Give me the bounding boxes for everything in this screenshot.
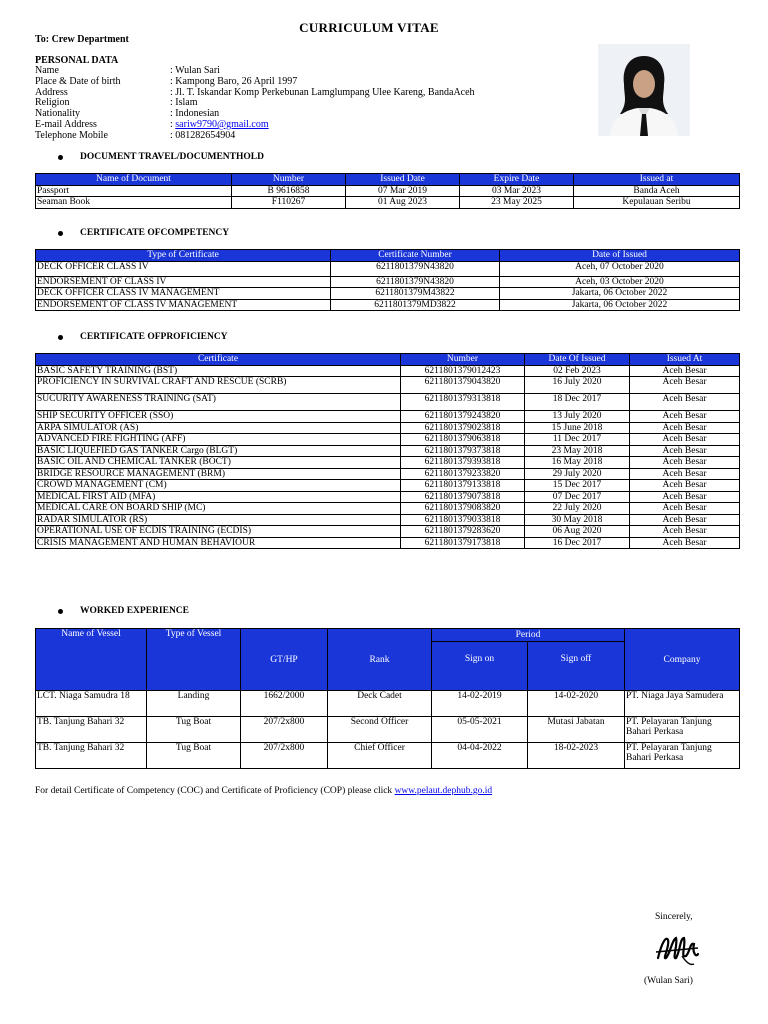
bullet-icon (58, 335, 63, 340)
table-header: Type of Certificate (36, 250, 331, 262)
table-cell: DECK OFFICER CLASS IV MANAGEMENT (36, 288, 331, 300)
table-cell: Aceh, 07 October 2020 (500, 261, 740, 276)
table-cell: 03 Mar 2023 (460, 185, 574, 197)
table-cell: 1662/2000 (241, 691, 328, 717)
experience-heading (58, 606, 189, 616)
table-cell: BRIDGE RESOURCE MANAGEMENT (BRM) (36, 468, 401, 480)
table-row (36, 365, 740, 377)
table-cell: Deck Cadet (328, 691, 432, 717)
personal-data (35, 66, 475, 142)
table-cell: SHIP SECURITY OFFICER (SSO) (36, 411, 401, 423)
table-cell: 16 May 2018 (525, 457, 630, 469)
table-row (36, 299, 740, 311)
table-cell: Passport (36, 185, 232, 197)
table-cell: 18-02-2023 (528, 743, 625, 769)
table-cell: 6211801379393818 (401, 457, 525, 469)
table-row (36, 411, 740, 423)
table-row (36, 276, 740, 288)
table-cell: MEDICAL FIRST AID (MFA) (36, 491, 401, 503)
pelaut-link[interactable]: www.pelaut.dephub.go.id (394, 786, 493, 796)
table-cell: Aceh Besar (630, 537, 740, 549)
table-cell: 18 Dec 2017 (525, 394, 630, 411)
table-cell: 04-04-2022 (432, 743, 528, 769)
table-cell: Aceh Besar (630, 365, 740, 377)
table-row (36, 526, 740, 538)
bullet-icon (58, 231, 63, 236)
table-cell: RADAR SIMULATOR (RS) (36, 514, 401, 526)
personal-row-address (35, 88, 475, 99)
table-cell: CROWD MANAGEMENT (CM) (36, 480, 401, 492)
coc-table (35, 249, 740, 311)
personal-label: Religion (35, 97, 70, 109)
table-cell: 207/2x800 (241, 717, 328, 743)
table-row (36, 691, 740, 717)
table-cell: Jakarta, 06 October 2022 (500, 299, 740, 311)
experience-table (35, 628, 740, 769)
coc-heading-text: CERTIFICATE OFCOMPETENCY (80, 228, 230, 238)
table-row (36, 185, 740, 197)
page-title: CURRICULUM VITAE (299, 20, 439, 35)
table-cell: 05-05-2021 (432, 717, 528, 743)
table-cell: 6211801379083820 (401, 503, 525, 515)
table-cell: 15 June 2018 (525, 422, 630, 434)
table-header-row (36, 354, 740, 366)
table-cell: 6211801379N43820 (331, 261, 500, 276)
detail-note (35, 786, 492, 796)
bullet-icon (58, 155, 63, 160)
table-cell: Kepulauan Seribu (574, 197, 740, 209)
personal-value: : Jl. T. Iskandar Komp Perkebunan Lamglumpang Ulee Kareng, BandaAceh (170, 86, 475, 98)
table-cell: 14-02-2020 (528, 691, 625, 717)
table-cell: Chief Officer (328, 743, 432, 769)
table-cell: PROFICIENCY IN SURVIVAL CRAFT AND RESCUE (SCRB) (36, 377, 401, 394)
table-header: Company (625, 629, 740, 691)
table-header-row (36, 629, 740, 642)
table-cell: 6211801379233820 (401, 468, 525, 480)
table-cell: Aceh Besar (630, 445, 740, 457)
table-cell: 6211801379M43822 (331, 288, 500, 300)
experience-heading-text: WORKED EXPERIENCE (80, 606, 189, 616)
table-cell: 6211801379N43820 (331, 276, 500, 288)
personal-value: : Wulan Sari (170, 65, 220, 76)
table-row (36, 422, 740, 434)
table-header: Issued Date (346, 174, 460, 186)
table-cell: 6211801379063818 (401, 434, 525, 446)
signer-name: (Wulan Sari) (644, 976, 693, 986)
table-cell: Aceh Besar (630, 480, 740, 492)
personal-label: Nationality (35, 108, 80, 120)
documents-heading-text: DOCUMENT TRAVEL/DOCUMENTHOLD (80, 152, 264, 162)
table-cell: ENDORSEMENT OF CLASS IV (36, 276, 331, 288)
table-row (36, 394, 740, 411)
table-cell: 6211801379MD3822 (331, 299, 500, 311)
table-header: Issued at (574, 174, 740, 186)
table-cell: Aceh Besar (630, 434, 740, 446)
table-cell: 16 Dec 2017 (525, 537, 630, 549)
table-cell: Tug Boat (147, 743, 241, 769)
email-link[interactable]: sariw9790@gmail.com (175, 118, 269, 130)
personal-value: : Islam (170, 97, 198, 109)
table-cell: 07 Dec 2017 (525, 491, 630, 503)
cop-heading-text: CERTIFICATE OFPROFICIENCY (80, 332, 228, 342)
table-header: Sign off (528, 642, 625, 691)
table-cell: BASIC OIL AND CHEMICAL TANKER (BOCT) (36, 457, 401, 469)
table-header: Name of Document (36, 174, 232, 186)
table-cell: MEDICAL CARE ON BOARD SHIP (MC) (36, 503, 401, 515)
personal-row-phone (35, 131, 475, 142)
personal-row-birth (35, 77, 475, 88)
table-header: Date Of Issued (525, 354, 630, 366)
experience-table-body (36, 691, 740, 769)
table-cell: Aceh Besar (630, 491, 740, 503)
table-cell: OPERATIONAL USE OF ECDIS TRAINING (ECDIS) (36, 526, 401, 538)
table-header: Number (401, 354, 525, 366)
table-header-row (36, 174, 740, 186)
table-header: GT/HP (241, 629, 328, 691)
table-row (36, 514, 740, 526)
table-row (36, 445, 740, 457)
table-cell: 6211801379283620 (401, 526, 525, 538)
personal-label: Place & Date of birth (35, 75, 121, 87)
table-cell: Aceh Besar (630, 457, 740, 469)
table-cell: Mutasi Jabatan (528, 717, 625, 743)
table-cell: 11 Dec 2017 (525, 434, 630, 446)
table-cell: 23 May 2025 (460, 197, 574, 209)
table-header: Sign on (432, 642, 528, 691)
table-cell: 16 July 2020 (525, 377, 630, 394)
table-cell: PT. Pelayaran Tanjung Bahari Perkasa (625, 743, 740, 769)
table-cell: B 9616858 (232, 185, 346, 197)
table-cell: 02 Feb 2023 (525, 365, 630, 377)
table-cell: PT. Niaga Jaya Samudera (625, 691, 740, 717)
table-cell: 6211801379313818 (401, 394, 525, 411)
table-header: Period (432, 629, 625, 642)
table-cell: Tug Boat (147, 717, 241, 743)
table-cell: LCT. Niaga Samudra 18 (36, 691, 147, 717)
table-cell: BASIC LIQUEFIED GAS TANKER Cargo (BLGT) (36, 445, 401, 457)
detail-note-text: For detail Certificate of Competency (COC) and Certificate of Proficiency (COP) please click (35, 786, 395, 796)
personal-label: Name (35, 65, 59, 76)
table-cell: F110267 (232, 197, 346, 209)
table-cell: 6211801379173818 (401, 537, 525, 549)
table-cell: 6211801379133818 (401, 480, 525, 492)
table-cell: 6211801379073818 (401, 491, 525, 503)
table-cell: 30 May 2018 (525, 514, 630, 526)
cop-table-body (36, 365, 740, 549)
signature-image (652, 932, 702, 968)
table-cell: 6211801379033818 (401, 514, 525, 526)
table-cell: SUCURITY AWARENESS TRAINING (SAT) (36, 394, 401, 411)
table-cell: Banda Aceh (574, 185, 740, 197)
table-cell: 01 Aug 2023 (346, 197, 460, 209)
personal-data-heading: PERSONAL DATA (35, 55, 119, 66)
table-row (36, 491, 740, 503)
recipient: To: Crew Department (35, 34, 129, 45)
table-cell: ENDORSEMENT OF CLASS IV MANAGEMENT (36, 299, 331, 311)
sincerely-text: Sincerely, (655, 912, 693, 922)
table-cell: Seaman Book (36, 197, 232, 209)
table-row (36, 468, 740, 480)
table-cell: Jakarta, 06 October 2022 (500, 288, 740, 300)
table-cell: 6211801379043820 (401, 377, 525, 394)
profile-photo-image (598, 44, 690, 136)
table-cell: ARPA SIMULATOR (AS) (36, 422, 401, 434)
table-cell: PT. Pelayaran Tanjung Bahari Perkasa (625, 717, 740, 743)
cop-table (35, 353, 740, 549)
table-cell: Aceh Besar (630, 503, 740, 515)
table-row (36, 480, 740, 492)
table-header: Issued At (630, 354, 740, 366)
table-row (36, 537, 740, 549)
table-cell: TB. Tanjung Bahari 32 (36, 743, 147, 769)
personal-label: Address (35, 86, 68, 98)
table-cell: Landing (147, 691, 241, 717)
table-header: Date of Issued (500, 250, 740, 262)
personal-label: E-mail Address (35, 118, 97, 130)
personal-value: : 081282654904 (170, 129, 236, 141)
table-cell: 6211801379023818 (401, 422, 525, 434)
table-cell: 15 Dec 2017 (525, 480, 630, 492)
table-header: Name of Vessel (36, 629, 147, 691)
documents-table (35, 173, 740, 209)
table-cell: 29 July 2020 (525, 468, 630, 480)
table-cell: Aceh Besar (630, 411, 740, 423)
table-row (36, 434, 740, 446)
table-cell: Aceh Besar (630, 514, 740, 526)
table-cell: Aceh Besar (630, 377, 740, 394)
table-cell: Second Officer (328, 717, 432, 743)
table-header: Certificate (36, 354, 401, 366)
table-row (36, 261, 740, 276)
table-cell: 07 Mar 2019 (346, 185, 460, 197)
table-row (36, 197, 740, 209)
table-row (36, 743, 740, 769)
table-row (36, 377, 740, 394)
table-row (36, 503, 740, 515)
table-cell: 6211801379373818 (401, 445, 525, 457)
table-row (36, 717, 740, 743)
personal-label: Telephone Mobile (35, 129, 108, 141)
table-header: Number (232, 174, 346, 186)
table-cell: ADVANCED FIRE FIGHTING (AFF) (36, 434, 401, 446)
table-cell: Aceh Besar (630, 394, 740, 411)
table-row (36, 288, 740, 300)
table-cell: 22 July 2020 (525, 503, 630, 515)
personal-row-religion (35, 98, 475, 109)
table-cell: Aceh Besar (630, 422, 740, 434)
table-cell: TB. Tanjung Bahari 32 (36, 717, 147, 743)
table-header: Type of Vessel (147, 629, 241, 691)
table-cell: 14-02-2019 (432, 691, 528, 717)
table-cell: 207/2x800 (241, 743, 328, 769)
table-cell: 6211801379012423 (401, 365, 525, 377)
table-cell: DECK OFFICER CLASS IV (36, 261, 331, 276)
table-cell: Aceh, 03 October 2020 (500, 276, 740, 288)
profile-photo (598, 44, 690, 136)
email-prefix: : (170, 118, 176, 130)
coc-heading (58, 228, 229, 238)
table-row (36, 457, 740, 469)
table-header: Certificate Number (331, 250, 500, 262)
cop-heading (58, 332, 228, 342)
table-cell: 13 July 2020 (525, 411, 630, 423)
table-header-row (36, 250, 740, 262)
bullet-icon (58, 609, 63, 614)
table-header: Expire Date (460, 174, 574, 186)
table-cell: 6211801379243820 (401, 411, 525, 423)
table-cell: 23 May 2018 (525, 445, 630, 457)
table-cell: BASIC SAFETY TRAINING (BST) (36, 365, 401, 377)
table-cell: Aceh Besar (630, 468, 740, 480)
documents-heading (58, 152, 264, 162)
table-cell: CRISIS MANAGEMENT AND HUMAN BEHAVIOUR (36, 537, 401, 549)
table-cell: Aceh Besar (630, 526, 740, 538)
personal-value: : Indonesian (170, 108, 220, 120)
table-header: Rank (328, 629, 432, 691)
table-cell: 06 Aug 2020 (525, 526, 630, 538)
personal-value: : Kampong Baro, 26 April 1997 (170, 75, 298, 87)
